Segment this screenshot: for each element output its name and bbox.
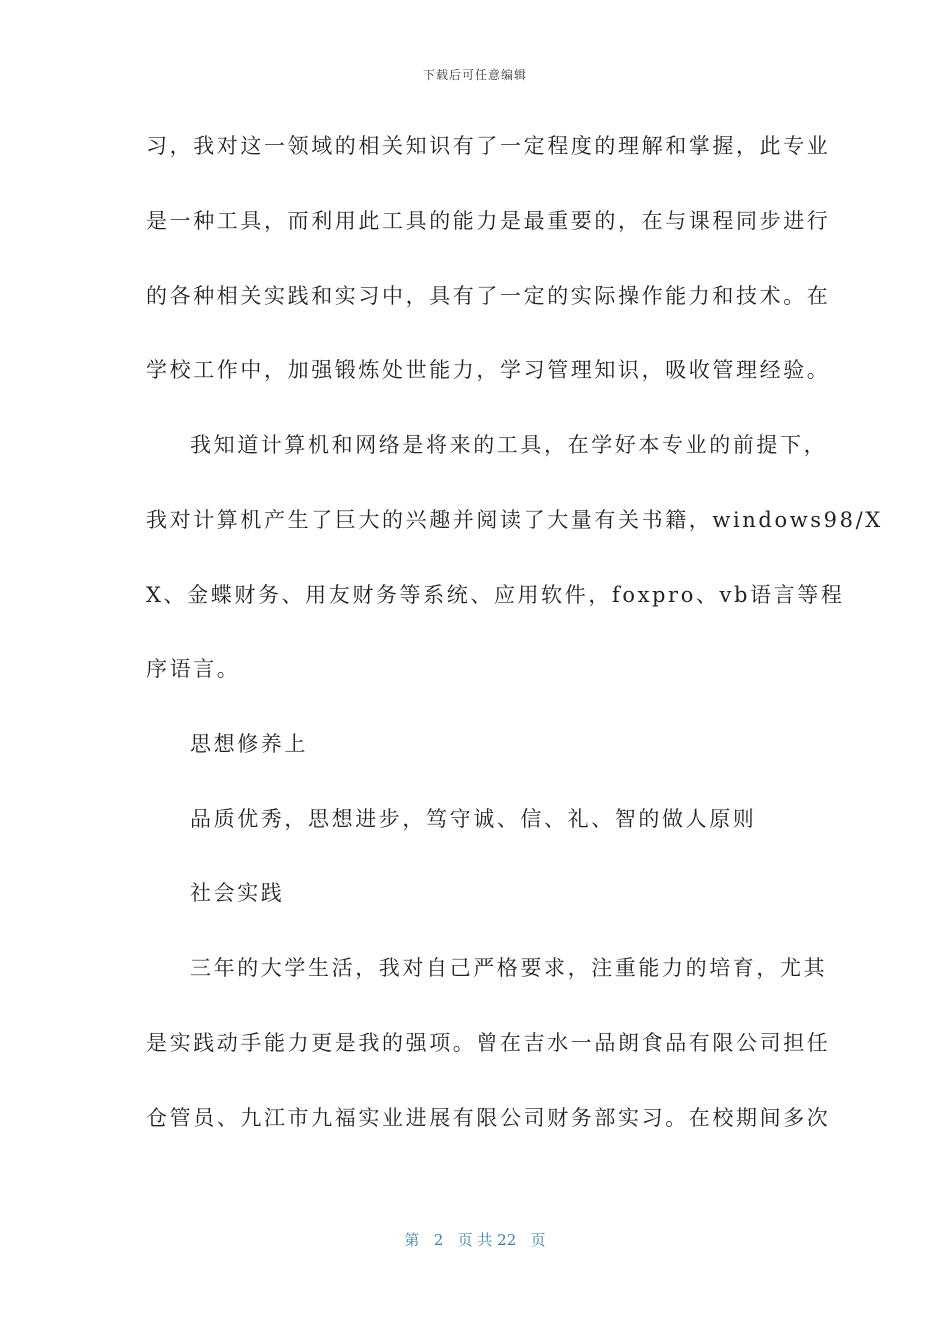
body-line: 三年的大学生活，我对自己严格要求，注重能力的培育，尤其 [190, 956, 828, 980]
body-line: 我对计算机产生了巨大的兴趣并阅读了大量有关书籍，windows98/X [146, 508, 883, 532]
body-line: 学校工作中，加强锻炼处世能力，学习管理知识，吸收管理经验。 [146, 358, 831, 382]
body-line: 我知道计算机和网络是将来的工具，在学好本专业的前提下， [190, 433, 828, 457]
section-heading: 社会实践 [190, 881, 285, 905]
body-line: 的各种相关实践和实习中，具有了一定的实际操作能力和技术。在 [146, 284, 831, 308]
body-line: 是一种工具，而利用此工具的能力是最重要的，在与课程同步进行 [146, 209, 831, 233]
footer-suffix: 页 [530, 1231, 546, 1249]
body-line: 品质优秀，思想进步，笃守诚、信、礼、智的做人原则 [190, 807, 757, 831]
body-line: 习，我对这一领域的相关知识有了一定程度的理解和掌握，此专业 [146, 134, 831, 158]
total-pages: 22 [497, 1231, 517, 1249]
section-heading: 思想修养上 [190, 732, 308, 756]
body-line: 仓管员、九江市九福实业进展有限公司财务部实习。在校期间多次 [146, 1106, 831, 1130]
body-line: 序语言。 [146, 657, 241, 681]
footer-middle: 页 共 [457, 1231, 493, 1249]
page-footer [0, 1229, 950, 1250]
page-header: 下载后可任意编辑 [422, 68, 527, 82]
current-page-number: 2 [433, 1231, 444, 1249]
body-line: 是实践动手能力更是我的强项。曾在吉水一品朗食品有限公司担任 [146, 1031, 831, 1055]
body-line: X、金蝶财务、用友财务等系统、应用软件，foxpro、vb语言等程 [146, 583, 845, 607]
footer-prefix: 第 [404, 1231, 420, 1249]
